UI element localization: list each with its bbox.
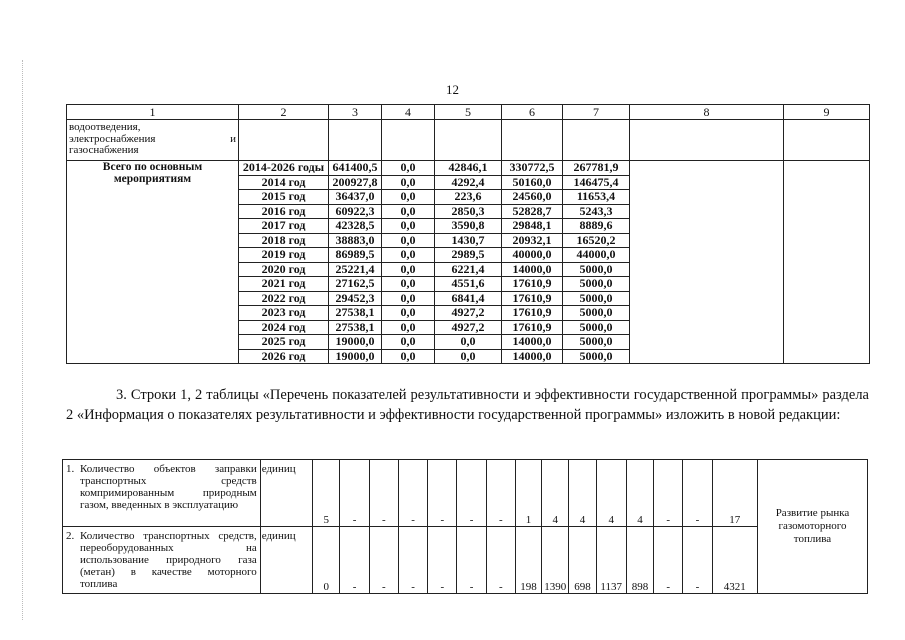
- header-cell: 4: [382, 105, 435, 120]
- value-cell: 146475,4: [563, 175, 630, 190]
- empty-cell: [563, 120, 630, 161]
- value-cell: 16520,2: [563, 233, 630, 248]
- indicator-value-cell: -: [428, 460, 457, 527]
- value-cell: 20932,1: [502, 233, 563, 248]
- indicator-row: [63, 527, 868, 594]
- indicator-value-cell: 4: [542, 460, 569, 527]
- header-cell: 7: [563, 105, 630, 120]
- value-cell: 11653,4: [563, 190, 630, 205]
- unit-cell: единиц: [260, 527, 312, 594]
- period-cell: 2014-2026 годы: [239, 161, 329, 176]
- indicator-value-cell: -: [683, 527, 712, 594]
- empty-cell: [630, 120, 784, 161]
- value-cell: 4292,4: [435, 175, 502, 190]
- value-cell: 14000,0: [502, 349, 563, 364]
- value-cell: 0,0: [382, 161, 435, 176]
- empty-cell: [329, 120, 382, 161]
- value-cell: 38883,0: [329, 233, 382, 248]
- value-cell: 2850,3: [435, 204, 502, 219]
- value-cell: 641400,5: [329, 161, 382, 176]
- indicator-value-cell: 17: [712, 460, 757, 527]
- indicator-value-cell: -: [654, 527, 683, 594]
- period-cell: 2025 год: [239, 335, 329, 350]
- value-cell: 5243,3: [563, 204, 630, 219]
- value-cell: 0,0: [382, 175, 435, 190]
- value-cell: 3590,8: [435, 219, 502, 234]
- value-cell: 86989,5: [329, 248, 382, 263]
- table-header-row: [67, 105, 870, 120]
- value-cell: 5000,0: [563, 320, 630, 335]
- value-cell: 60922,3: [329, 204, 382, 219]
- indicator-value-cell: -: [369, 527, 398, 594]
- empty-cell: [435, 120, 502, 161]
- indicator-value-cell: -: [398, 527, 427, 594]
- period-cell: 2026 год: [239, 349, 329, 364]
- description-row: [67, 120, 870, 161]
- period-cell: 2015 год: [239, 190, 329, 205]
- period-cell: 2024 год: [239, 320, 329, 335]
- description-line: водоотведения,: [69, 121, 141, 133]
- header-cell: 6: [502, 105, 563, 120]
- unit-cell: единиц: [260, 460, 312, 527]
- value-cell: 0,0: [435, 349, 502, 364]
- header-cell: 8: [630, 105, 784, 120]
- description-line: газоснабжения: [69, 144, 139, 156]
- indicator-name-cell: [63, 527, 261, 594]
- value-cell: 4927,2: [435, 320, 502, 335]
- period-cell: 2018 год: [239, 233, 329, 248]
- empty-cell: [239, 120, 329, 161]
- indicator-value-cell: 0: [313, 527, 340, 594]
- value-cell: 4927,2: [435, 306, 502, 321]
- value-cell: 24560,0: [502, 190, 563, 205]
- empty-cell: [382, 120, 435, 161]
- value-cell: 17610,9: [502, 291, 563, 306]
- value-cell: 29452,3: [329, 291, 382, 306]
- value-cell: 19000,0: [329, 335, 382, 350]
- value-cell: 0,0: [382, 248, 435, 263]
- value-cell: 0,0: [382, 204, 435, 219]
- indicator-value-cell: 198: [515, 527, 541, 594]
- indicator-value-cell: -: [486, 460, 515, 527]
- value-cell: 0,0: [382, 233, 435, 248]
- value-cell: 6221,4: [435, 262, 502, 277]
- indicator-value-cell: -: [457, 527, 486, 594]
- period-cell: 2020 год: [239, 262, 329, 277]
- value-cell: 52828,7: [502, 204, 563, 219]
- indicator-value-cell: 698: [569, 527, 596, 594]
- value-cell: 17610,9: [502, 320, 563, 335]
- value-cell: 14000,0: [502, 262, 563, 277]
- value-cell: 36437,0: [329, 190, 382, 205]
- value-cell: 0,0: [382, 349, 435, 364]
- indicator-row: [63, 460, 868, 527]
- indicator-value-cell: 4321: [712, 527, 757, 594]
- value-cell: 0,0: [382, 306, 435, 321]
- indicators-table: [62, 459, 868, 594]
- value-cell: 17610,9: [502, 306, 563, 321]
- empty-cell: [784, 161, 870, 364]
- description-line: электроснабжения: [69, 132, 156, 145]
- indicator-value-cell: 1137: [596, 527, 626, 594]
- value-cell: 44000,0: [563, 248, 630, 263]
- amendment-paragraph: 3. Строки 1, 2 таблицы «Перечень показателей результативности и эффективности государственной программы» раздела 2 «Информация о показателях результативности и эффективности государственной программы» изложить в новой редакции:: [66, 387, 869, 423]
- value-cell: 5000,0: [563, 306, 630, 321]
- value-cell: 5000,0: [563, 291, 630, 306]
- value-cell: 267781,9: [563, 161, 630, 176]
- indicator-value-cell: -: [683, 460, 712, 527]
- total-label: Всего по основным мероприятиям: [67, 161, 239, 364]
- indicator-name-cell: [63, 460, 261, 527]
- table-row: [67, 161, 870, 176]
- value-cell: 17610,9: [502, 277, 563, 292]
- binding-margin-line: [22, 60, 23, 620]
- value-cell: 0,0: [382, 291, 435, 306]
- indicator-value-cell: -: [340, 460, 369, 527]
- value-cell: 0,0: [382, 277, 435, 292]
- value-cell: 42328,5: [329, 219, 382, 234]
- indicator-value-cell: -: [428, 527, 457, 594]
- indicator-number: 2.: [66, 530, 75, 542]
- value-cell: 5000,0: [563, 335, 630, 350]
- indicator-value-cell: 4: [626, 460, 653, 527]
- empty-cell: [630, 161, 784, 364]
- value-cell: 14000,0: [502, 335, 563, 350]
- value-cell: 42846,1: [435, 161, 502, 176]
- indicator-number: 1.: [66, 463, 75, 475]
- indicator-value-cell: -: [457, 460, 486, 527]
- value-cell: 5000,0: [563, 349, 630, 364]
- value-cell: 0,0: [382, 190, 435, 205]
- indicator-value-cell: 4: [596, 460, 626, 527]
- funding-table: [66, 104, 870, 364]
- indicator-name: Количество транспортных средств, переоборудованных на использование природного газа (метан) в качестве моторного топлива: [80, 530, 257, 590]
- value-cell: 200927,8: [329, 175, 382, 190]
- header-cell: 2: [239, 105, 329, 120]
- value-cell: 29848,1: [502, 219, 563, 234]
- period-cell: 2016 год: [239, 204, 329, 219]
- period-cell: 2017 год: [239, 219, 329, 234]
- value-cell: 27162,5: [329, 277, 382, 292]
- period-cell: 2019 год: [239, 248, 329, 263]
- value-cell: 27538,1: [329, 306, 382, 321]
- value-cell: 6841,4: [435, 291, 502, 306]
- value-cell: 5000,0: [563, 277, 630, 292]
- period-cell: 2021 год: [239, 277, 329, 292]
- goal-note-cell: Развитие рынка газомоторного топлива: [757, 460, 867, 594]
- indicator-value-cell: -: [340, 527, 369, 594]
- period-cell: 2014 год: [239, 175, 329, 190]
- header-cell: 3: [329, 105, 382, 120]
- value-cell: 5000,0: [563, 262, 630, 277]
- indicator-value-cell: -: [654, 460, 683, 527]
- description-conjunction: и: [230, 132, 236, 145]
- value-cell: 223,6: [435, 190, 502, 205]
- indicator-value-cell: 1: [515, 460, 541, 527]
- description-cell: [67, 120, 239, 161]
- indicator-value-cell: 898: [626, 527, 653, 594]
- indicator-value-cell: -: [369, 460, 398, 527]
- value-cell: 0,0: [382, 219, 435, 234]
- value-cell: 50160,0: [502, 175, 563, 190]
- value-cell: 1430,7: [435, 233, 502, 248]
- value-cell: 2989,5: [435, 248, 502, 263]
- period-cell: 2023 год: [239, 306, 329, 321]
- indicator-value-cell: -: [398, 460, 427, 527]
- page-number: 12: [446, 82, 459, 97]
- value-cell: 25221,4: [329, 262, 382, 277]
- header-cell: 5: [435, 105, 502, 120]
- empty-cell: [784, 120, 870, 161]
- value-cell: 330772,5: [502, 161, 563, 176]
- indicator-name: Количество объектов заправки транспортных средств компримированным природным газом, введенных в эксплуатацию: [80, 463, 257, 511]
- header-cell: 1: [67, 105, 239, 120]
- value-cell: 4551,6: [435, 277, 502, 292]
- value-cell: 0,0: [382, 262, 435, 277]
- indicator-value-cell: 5: [313, 460, 340, 527]
- value-cell: 19000,0: [329, 349, 382, 364]
- indicator-value-cell: 4: [569, 460, 596, 527]
- period-cell: 2022 год: [239, 291, 329, 306]
- value-cell: 0,0: [382, 335, 435, 350]
- value-cell: 0,0: [435, 335, 502, 350]
- header-cell: 9: [784, 105, 870, 120]
- indicator-value-cell: -: [486, 527, 515, 594]
- value-cell: 8889,6: [563, 219, 630, 234]
- value-cell: 40000,0: [502, 248, 563, 263]
- empty-cell: [502, 120, 563, 161]
- indicator-value-cell: 1390: [542, 527, 569, 594]
- value-cell: 27538,1: [329, 320, 382, 335]
- value-cell: 0,0: [382, 320, 435, 335]
